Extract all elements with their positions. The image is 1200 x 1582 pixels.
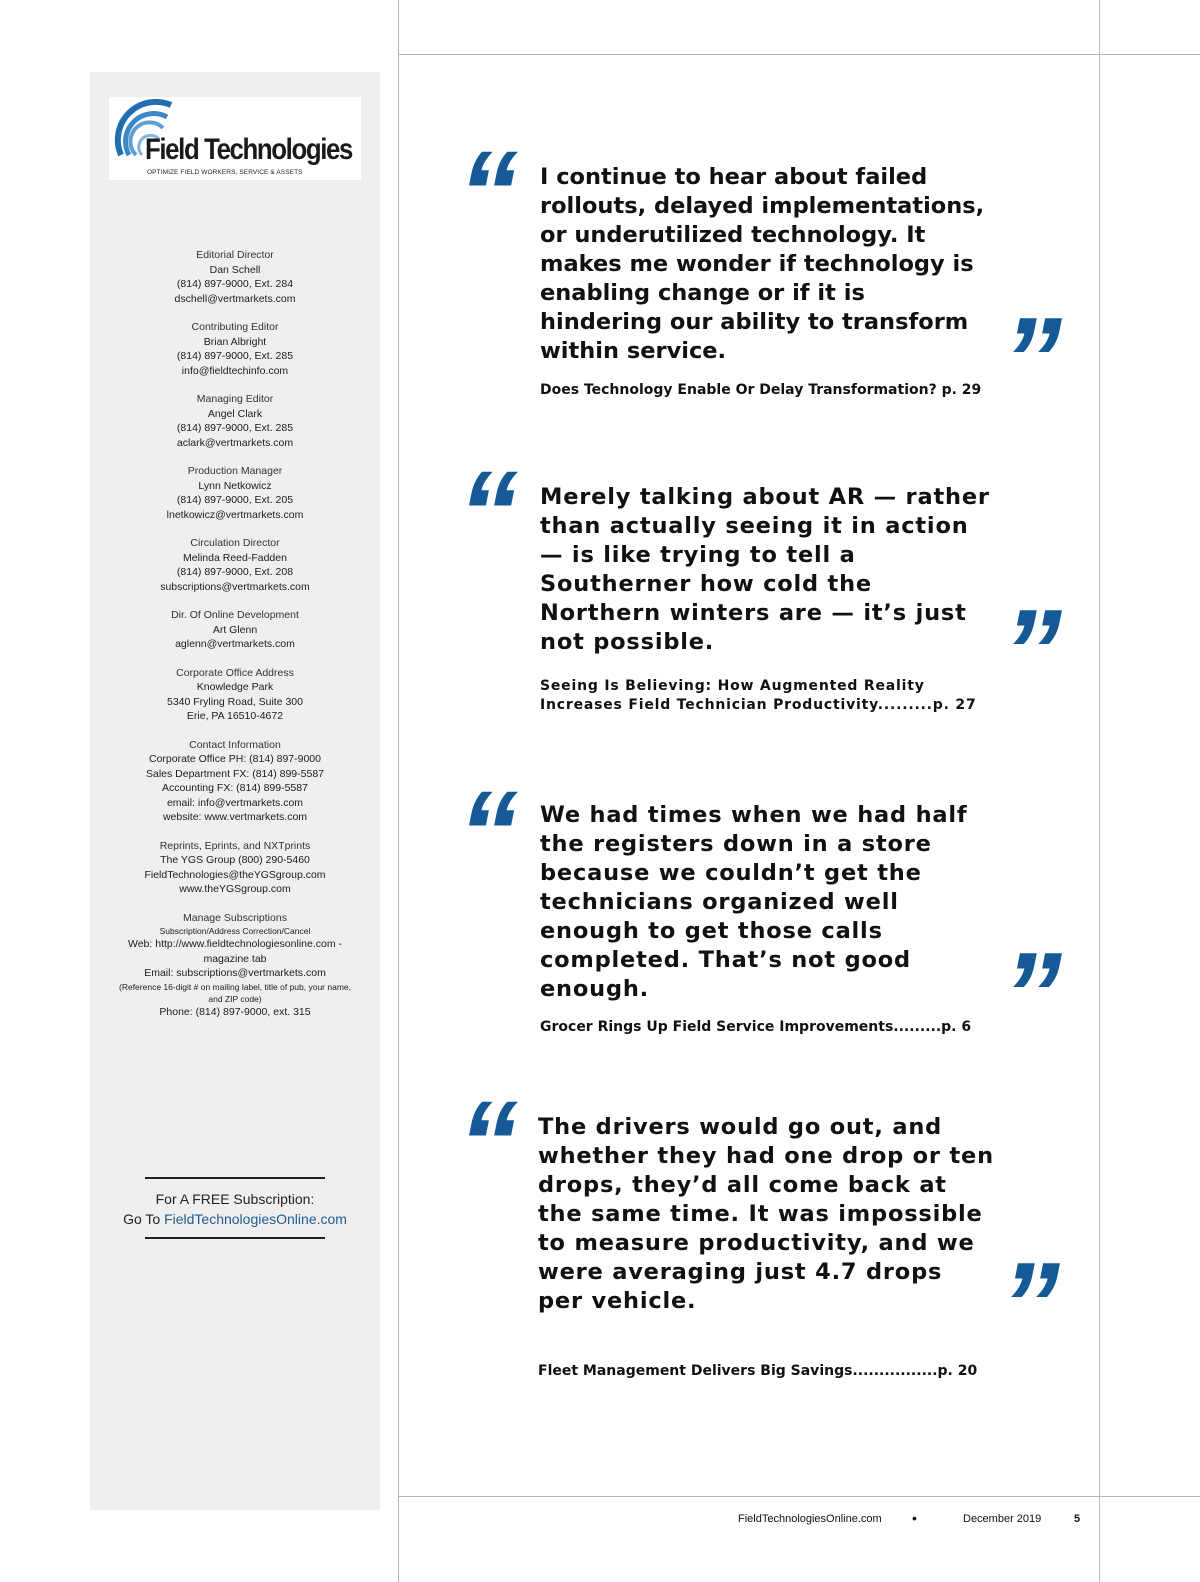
staff-entry [90,608,380,652]
address-line: Knowledge Park [196,681,274,693]
staff-phone: (814) 897-9000, Ext. 205 [176,494,294,506]
staff-phone: (814) 897-9000, Ext. 284 [176,278,294,290]
manage-line: Web: http://www.fieldtechnologiesonline.com - magazine tab [128,938,342,965]
contact-line: Accounting FX: (814) 899-5587 [162,782,308,794]
open-quote-icon: “ [458,1076,510,1210]
field-technologies-logo [109,97,361,180]
staff-email: lnetkowicz@vertmarkets.com [166,508,304,521]
staff-role: Contributing Editor [191,321,279,333]
address-line: 5340 Fryling Road, Suite 300 [166,695,303,708]
bottom-rule [398,1496,1200,1497]
quote-source-link[interactable]: Fleet Management Delivers Big Savings................p. 20 [538,1363,978,1379]
reprints-info [90,839,380,897]
reprints-line: FieldTechnologies@theYGSgroup.com [144,868,326,881]
contact-line: Sales Department FX: (814) 899-5587 [145,767,324,780]
staff-name: Dan Schell [209,263,261,276]
contact-line: Corporate Office PH: (814) 897-9000 [149,753,321,765]
contact-line: website: www.vertmarkets.com [162,811,308,823]
staff-name: Brian Albright [203,335,267,348]
subscription-line: For A FREE Subscription: [155,1191,315,1207]
staff-email: aglenn@vertmarkets.com [175,638,295,650]
footer-date: December 2019 [963,1513,1042,1525]
pull-quote [458,1076,1098,1395]
page-number: 5 [1074,1513,1081,1525]
quote-text: I continue to hear about failed rollouts, delayed implementations, or underutilized technology. It makes me wonder if technology is enabling change or if it is hindering our ability to transform within service. [540,164,985,364]
subscription-prefix: Go To [123,1211,165,1227]
quote-source-link[interactable]: Seeing Is Believing: How Augmented Reality Increases Field Technician Productivity.........p. 27 [540,678,977,713]
manage-line: Phone: (814) 897-9000, ext. 315 [159,1005,311,1018]
staff-name: Angel Clark [207,407,263,420]
close-quote-icon: ” [1002,293,1054,427]
pull-quote [458,446,1098,730]
reprints-line: www.theYGSgroup.com [179,883,291,895]
quote-text: We had times when we had half the registers down in a store because we couldn’t get the technicians organized well enough to get those calls completed. That’s not good enough. [540,802,968,1002]
staff-phone: (814) 897-9000, Ext. 285 [176,422,294,434]
quote-source-link[interactable]: Does Technology Enable Or Delay Transformation? p. 29 [540,382,982,398]
quote-text: Merely talking about AR — rather than actually seeing it in action — is like trying to tell a Southerner how cold the Northern winters are — it’s just not possible. [540,484,990,655]
contact-line: email: info@vertmarkets.com [166,796,304,809]
close-quote-icon: ” [1002,928,1054,1062]
staff-name: Art Glenn [212,623,258,636]
manage-line: Email: subscriptions@vertmarkets.com [144,967,326,979]
open-quote-icon: “ [458,766,510,900]
staff-role: Editorial Director [196,249,274,261]
contact-heading: Contact Information [189,738,281,751]
staff-role: Circulation Director [190,537,280,549]
free-subscription-box [90,1177,380,1239]
staff-listing [90,248,380,1033]
pull-quote [458,126,1098,427]
staff-name: Lynn Netkowicz [198,479,272,492]
subscription-link-line [90,1209,380,1229]
staff-name: Melinda Reed-Fadden [183,551,287,564]
manage-note: (Reference 16-digit # on mailing label, title of pub, your name, and ZIP code) [119,981,351,1004]
pull-quote [458,766,1098,1062]
staff-entry [90,536,380,594]
staff-email: subscriptions@vertmarkets.com [160,580,310,593]
staff-role: Managing Editor [196,393,274,405]
contact-information [90,738,380,825]
staff-entry [90,392,380,450]
staff-entry [90,320,380,378]
footer-bullet: • [912,1510,917,1526]
close-quote-icon: ” [1002,585,1054,719]
masthead-sidebar [90,72,380,1510]
manage-line: Subscription/Address Correction/Cancel [159,926,311,936]
quote-text: The drivers would go out, and whether they had one drop or ten drops, they’d all come back at the same time. It was impossible to measure productivity, and we were averaging just 4.7 drops per vehicle. [538,1114,994,1314]
reprints-line: The YGS Group (800) 290-5460 [160,854,310,866]
reprints-heading: Reprints, Eprints, and NXTprints [159,839,311,852]
open-quote-icon: “ [458,446,510,580]
right-margin-rule [1099,0,1100,1582]
subscription-text [90,1179,380,1237]
manage-heading: Manage Subscriptions [183,911,287,924]
staff-phone: (814) 897-9000, Ext. 208 [176,566,294,578]
quote-source-link[interactable]: Grocer Rings Up Field Service Improvements.........p. 6 [540,1019,972,1035]
subscription-link[interactable]: FieldTechnologiesOnline.com [164,1211,347,1227]
staff-email: dschell@vertmarkets.com [174,292,296,305]
open-quote-icon: “ [458,126,510,260]
left-column-rule [398,0,399,1582]
staff-entry [90,248,380,306]
address-heading: Corporate Office Address [176,666,294,679]
manage-subscriptions [90,911,380,1020]
staff-email: info@fieldtechinfo.com [181,364,289,377]
close-quote-icon: ” [1000,1238,1052,1372]
address-line: Erie, PA 16510-4672 [186,710,284,722]
staff-email: aclark@vertmarkets.com [176,436,294,449]
top-rule [398,54,1200,55]
staff-role: Production Manager [187,465,283,477]
staff-role: Dir. Of Online Development [171,609,299,621]
corporate-address [90,666,380,724]
staff-phone: (814) 897-9000, Ext. 285 [176,350,294,362]
logo-wordmark: Field Technologies [145,133,352,166]
footer-site[interactable]: FieldTechnologiesOnline.com [738,1513,882,1525]
staff-entry [90,464,380,522]
divider [145,1237,325,1239]
logo-tagline: OPTIMIZE FIELD WORKERS, SERVICE & ASSETS [147,169,303,176]
